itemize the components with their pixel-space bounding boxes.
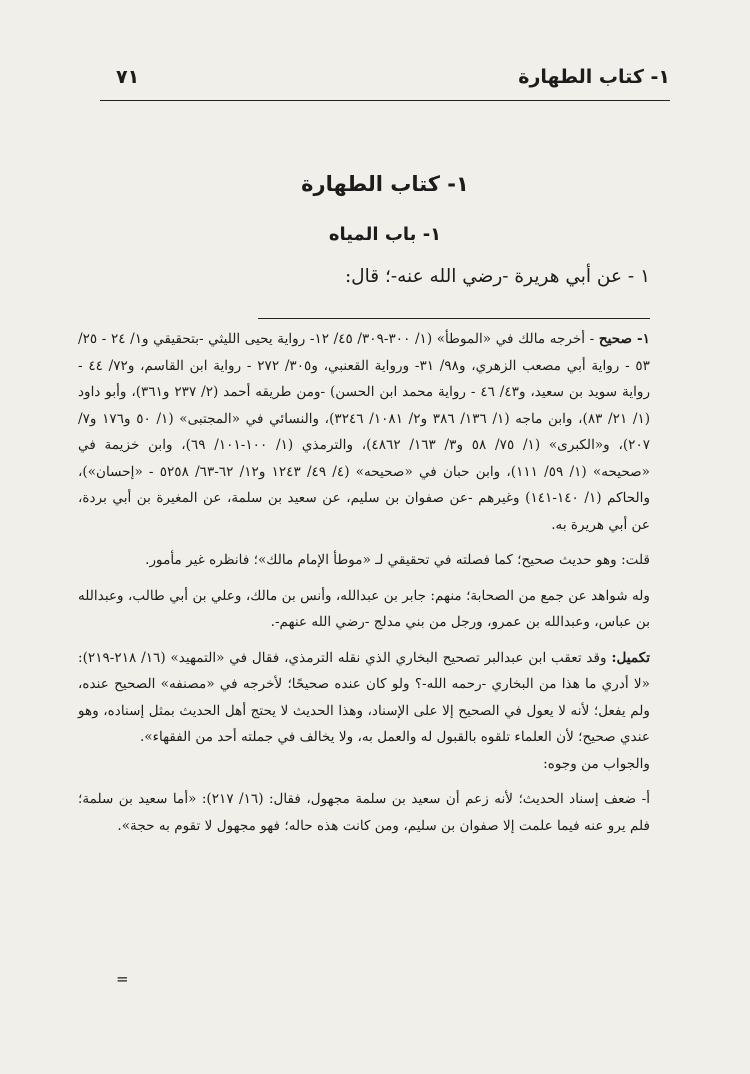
completion-text: وقد تعقب ابن عبدالبر تصحيح البخاري الذي نقله الترمذي، فقال في «التمهيد» (١٦/ ٢١٨-٢١٩): «لا أدري ما هذا من البخاري -رحمه الله-؟ ولو كان عنده صحيحًا؛ لأخرجه في «مصنفه» الصحيح عنده، ولم يفعل؛ لأنه لا يعول في الصحيح إلا على الإسناد، وهذا الحديث لا يحتج أهل الحديث بمثل إسناده، وهو عندي صحيح؛ لأن العلماء تلقوه بالقبول له والعمل به، ولا يخالف في جملته أحد من الفقهاء».: [78, 649, 650, 745]
page-number: ٧١: [116, 66, 140, 88]
takhrij-text: - أخرجه مالك في «الموطأ» (١/ ٣٠٠-٣٠٩/ ٤٥/ ١٢- رواية يحيى الليثي -بتحقيقي و١/ ٢٤ - ٢٥/ ٥٣ - رواية أبي مصعب الزهري، و٩٨/ ٣١- ورواية القعنبي، و٣٠٥/ ٢٧٢ - رواية ابن القاسم، و٧٢/ ٤٤ - رواية سويد بن سعيد، و٤٣/ ٤٦ - رواية محمد ابن الحسن) -ومن طريقه أحمد (٢/ ٢٣٧ و٣٦١)، وأبو داود (١/ ٢١/ ٨٣)، وابن ماجه (١/ ١٣٦/ ٣٨٦ و٢/ ١٠٨١/ ٣٢٤٦)، والنسائي في «المجتبى» (١/ ٥٠ و١٧٦ و٧/ ٢٠٧)، و«الكبرى» (١/ ٧٥/ ٥٨ و٣/ ١٦٣/ ٤٨٦٢)، والترمذي (١/ ١٠٠-١٠١/ ٦٩)، وابن خزيمة في «صحيحه» (١/ ٥٩/ ١١١)، وابن حبان في «صحيحه» (٤/ ٤٩/ ١٢٤٣ و١٢/ ٦٢-٦٣/ ٥٢٥٨ - «إحسان»)، والحاكم (١/ ١٤٠-١٤١) وغيرهم -عن صفوان بن سليم، عن سعيد بن سلمة، عن المغيرة بن أبي بردة، عن أبي هريرة به.: [78, 331, 651, 533]
completion-label: تكميل:: [611, 649, 651, 666]
footnote-grade: ١- صحيح: [598, 331, 650, 347]
footnote-paragraph: قلت: وهو حديث صحيح؛ كما فصلته في تحقيقي لـ «موطأ الإمام مالك»؛ فانظره غير مأمور.: [145, 552, 650, 568]
page-header: [100, 64, 670, 101]
footnote-paragraph: والجواب من وجوه:: [543, 755, 650, 772]
section-title: ١- باب المياه: [328, 224, 442, 245]
continuation-mark: =: [116, 970, 129, 988]
footnote-paragraph: وله شواهد عن جمع من الصحابة؛ منهم: جابر بن عبدالله، وأنس بن مالك، وعلي بن أبي طالب، وعبدالله بن عباس، وعبدالله بن عمرو، ورجل من بني مدلج -رضي الله عنهم-.: [78, 587, 650, 630]
footnote-paragraph: [78, 645, 650, 751]
footnote-paragraph: [78, 326, 650, 538]
hadith-intro: ١ - عن أبي هريرة -رضي الله عنه-؛ قال:: [344, 266, 650, 287]
running-title: ١- كتاب الطهارة: [518, 66, 670, 88]
footnotes: [78, 326, 650, 839]
footnote-paragraph: أ- ضعف إسناد الحديث؛ لأنه زعم أن سعيد بن سلمة مجهول، فقال: (١٦/ ٢١٧): «أما سعيد بن سلمة؛ فلم يرو عنه فيما علمت إلا صفوان بن سليم، ومن كانت هذه حاله؛ فهو مجهول لا تقوم به حجة».: [78, 791, 650, 834]
footnote-divider: [258, 318, 650, 319]
chapter-title: ١- كتاب الطهارة: [301, 172, 469, 196]
